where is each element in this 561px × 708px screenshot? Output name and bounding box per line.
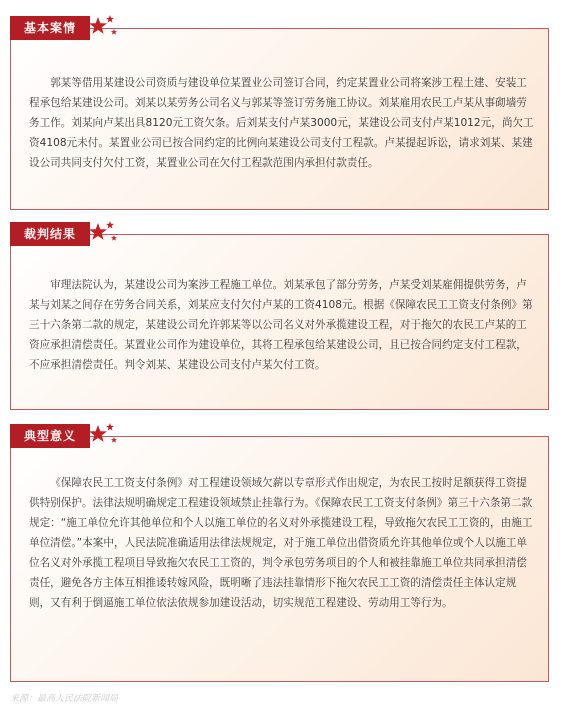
- source-footer: 来源：最高人民法院新闻局: [10, 694, 119, 704]
- section-box: [10, 234, 549, 410]
- section-body: 郭某等借用某建设公司资质与建设单位某置业公司签订合同，约定某置业公司将案涉工程土建、安装工程承包给某建设公司。刘某以某劳务公司名义与郭某等签订劳务施工协议。刘某雇用农民工卢某从事砌墙劳务工作。刘某向卢某出具8120元工资欠条。后刘某支付卢某3000元，某建设公司支付卢某1012元，尚欠工资4108元未付。某置业公司已按合同约定的比例向某建设公司支付工程款。卢某提起诉讼，请求刘某、某建设公司共同支付欠付工资，某置业公司在欠付工程款范围内承担付款责任。: [29, 77, 534, 169]
- section-title: 裁判结果: [10, 222, 90, 246]
- section-significance: [10, 424, 551, 682]
- section-title: 典型意义: [10, 424, 90, 448]
- section-body: 审理法院认为，某建设公司为案涉工程施工单位。刘某承包了部分劳务，卢某受刘某雇佣提供劳务，卢某与刘某之间存在劳务合同关系，刘某应支付欠付卢某的工资4108元。根据《保障农民工工资支付条例》第三十六条第二款的规定，某建设公司允许郭某等以公司名义对外承揽建设工程，对于拖欠的农民工卢某的工资应承担清偿责任。某置业公司作为建设单位，其将工程承包给某建设公司，且已按合同约定支付工程款，不应承担清偿责任。判令刘某、某建设公司支付卢某欠付工资。: [29, 279, 533, 371]
- section-judgment: [10, 222, 551, 408]
- section-box: [10, 28, 549, 210]
- stars-decoration-icon: [88, 219, 128, 249]
- section-box: [10, 436, 549, 682]
- section-title: 基本案情: [10, 16, 90, 40]
- section-body: 《保障农民工工资支付条例》对工程建设领域欠薪以专章形式作出规定，为农民工按时足额获得工资提供特别保护。法律法规明确规定工程建设领域禁止挂靠行为。《保障农民工工资支付条例》第三十六条第二款规定：“施工单位允许其他单位和个人以施工单位的名义对外承揽建设工程，导致拖欠农民工工资的，由施工单位清偿。”本案中，人民法院准确适用法律法规规定，对于施工单位出借资质允许其他单位或个人以施工单位名义对外承揽工程项目导致拖欠农民工工资的，判令承包劳务项目的个人和被挂靠施工单位共同承担清偿责任，避免各方主体互相推诿转嫁风险，既明晰了违法挂靠情形下拖欠农民工工资的清偿责任主体认定规则，又有利于倒逼施工单位依法依规参加建设活动，切实规范工程建设、劳动用工等行为。: [29, 477, 533, 609]
- stars-decoration-icon: [88, 421, 128, 451]
- section-basic-facts: [10, 16, 551, 210]
- stars-decoration-icon: [88, 13, 128, 43]
